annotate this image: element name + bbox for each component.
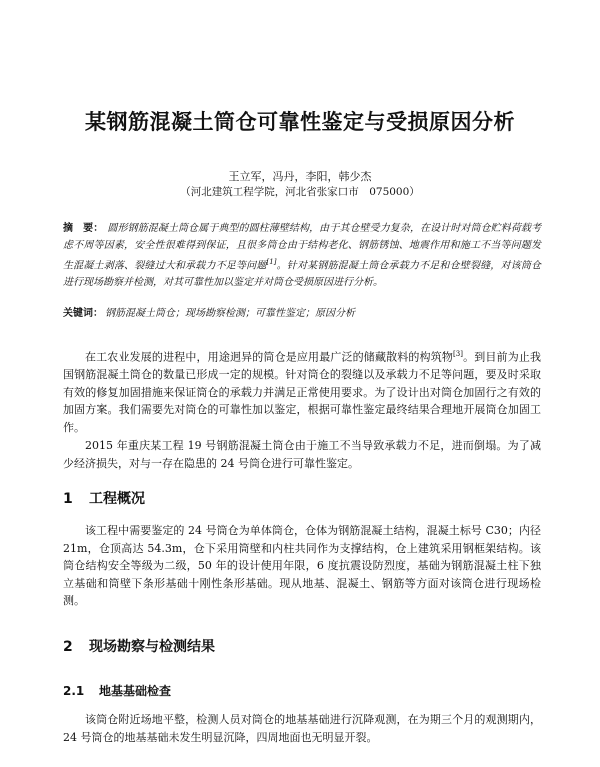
keywords (63, 305, 541, 322)
author-list: 王立军，冯丹，李阳，韩少杰 (228, 170, 372, 183)
intro-p1-text-continued: 。到目前为止我国钢筋混凝土筒仓的数量已形成一定的规模。针对筒仓的裂缝以及承载力不足等问题，要及时采取有效的修复加固措施来保证筒仓的承载力并满足正常使用要求。为了设计出对筒仓加固行之有效的加固方案。我们需要先对筒仓的可靠性加以鉴定，根据可靠性鉴定最终结果合理地开展筒仓加固工作。 (63, 350, 542, 435)
section-2-1-paragraph: 该筒仓附近场地平整，检测人员对筒仓的地基基础进行沉降观测，在为期三个月的观测期内，24 号筒仓的地基基础未发生明显沉降，四周地面也无明显开裂。 (63, 713, 541, 744)
section-2-title: 现场勘察与检测结果 (89, 639, 215, 655)
abstract-text: 圆形钢筋混凝土筒仓属于典型的圆柱薄壁结构，由于其仓壁受力复杂，在设计时对筒仓贮料荷载考虑不周等因素，安全性很难得到保证，且很多筒仓由于结构老化、钢筋锈蚀、地震作用和施工不当等问题发生混凝土剥落、裂缝过大和承载力不足等问题 (63, 223, 542, 272)
abstract-label: 摘 要： (63, 223, 104, 234)
section-1-number: 1 (63, 491, 73, 507)
author-affiliation: （河北建筑工程学院，河北省张家口市 075000） (180, 186, 420, 198)
intro-p1-text: 在工农业发展的进程中，用途迥异的筒仓是应用最广泛的储藏散料的构筑物 (85, 350, 454, 364)
section-1-paragraph: 该工程中需要鉴定的 24 号筒仓为单体筒仓，仓体为钢筋混凝土结构，混凝土标号 C30；内径 21m，仓顶高达 54.3m，仓下采用筒壁和内柱共同作为支撑结构，仓上建筑采用钢框架结构。该筒仓结构安全等级为二级，50 年的设计使用年限，6 度抗震设防烈度，基础为钢筋混凝土柱下独立基础和筒壁下条形基础十刚性条形基础。现从地基、混凝土、钢筋等方面对该筒仓进行现场检测。 (63, 524, 541, 608)
section-1-title: 工程概况 (89, 491, 145, 507)
section-2-heading (63, 636, 215, 656)
abstract (63, 220, 541, 291)
keywords-label: 关键词： (63, 308, 103, 319)
section-2-1-heading (63, 682, 171, 699)
section-2-1-title: 地基基础检查 (99, 684, 172, 698)
intro-citation: [3] (453, 350, 463, 358)
abstract-citation: [1] (266, 258, 277, 266)
keywords-text: 钢筋混凝土筒仓；现场勘察检测；可靠性鉴定；原因分析 (105, 308, 355, 319)
section-2-1-number: 2.1 (63, 684, 85, 698)
intro-paragraph-2: 2015 年重庆某工程 19 号钢筋混凝土筒仓由于施工不当导致承载力不足，进而倒塌。为了减少经济损失，对与一存在隐患的 24 号筒仓进行可靠性鉴定。 (63, 439, 541, 470)
abstract-text-continued: 。针对某钢筋混凝土筒仓承载力不足和仓壁裂缝，对该筒仓进行现场勘察并检测，对其可靠性加以鉴定并对筒仓受损原因进行分析。 (63, 260, 542, 289)
intro-paragraph-1 (63, 346, 541, 437)
paper-title: 某钢筋混凝土筒仓可靠性鉴定与受损原因分析 (85, 110, 515, 134)
section-1-heading (63, 488, 145, 508)
section-2-number: 2 (63, 639, 73, 655)
